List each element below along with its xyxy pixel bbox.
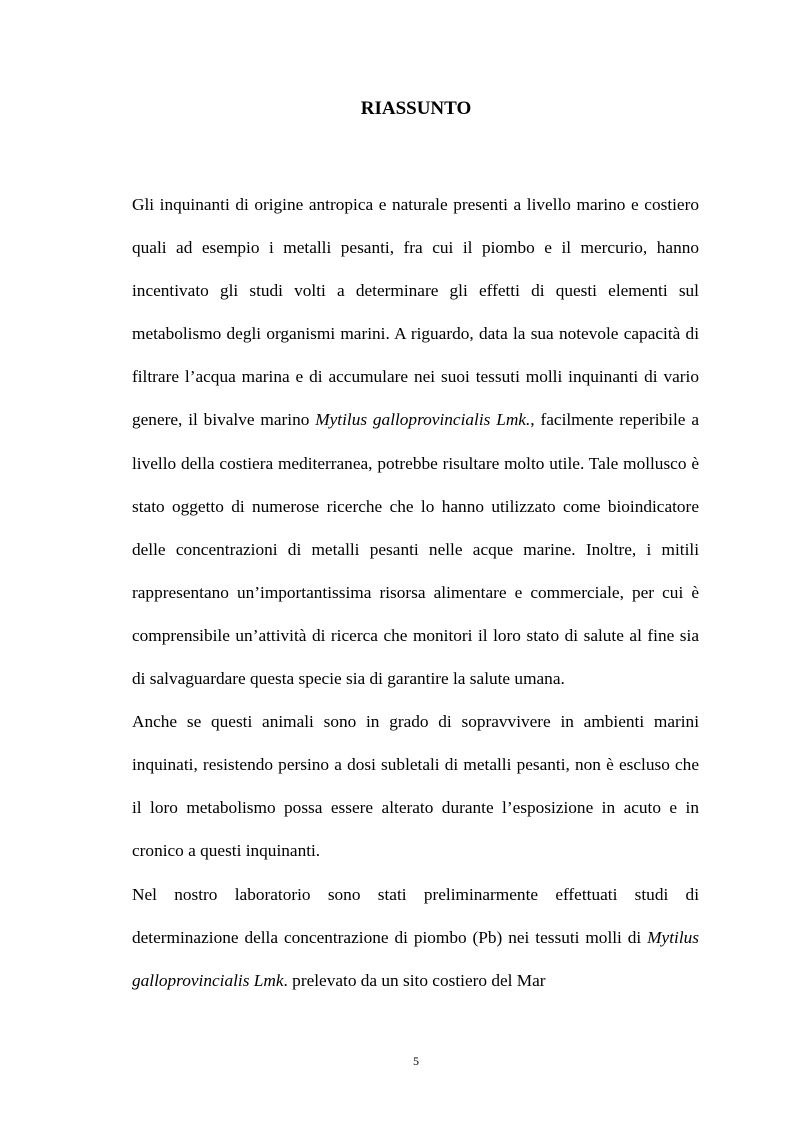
- document-body: [132, 183, 699, 1002]
- page-title: RIASSUNTO: [360, 98, 472, 119]
- paragraph-3-text-b: . prelevato da un sito costiero del Mar: [283, 970, 546, 990]
- paragraph-3-text-a: Nel nostro laboratorio sono stati preliminarmente effettuati studi di determinazione della concentrazione di piombo (Pb) nei tessuti molli di: [132, 884, 699, 947]
- paragraph-1-text-a: Gli inquinanti di origine antropica e naturale presenti a livello marino e costiero quali ad esempio i metalli pesanti, fra cui il piombo e il mercurio, hanno incentivato gli studi volti a determinare gli effetti di questi elementi sul metabolismo degli organismi marini. A riguardo, data la sua notevole capacità di filtrare l’acqua marina e di accumulare nei suoi tessuti molli inquinanti di vario genere, il bivalve marino: [132, 195, 699, 430]
- page-number: 5: [413, 1054, 419, 1068]
- paragraph-1-text-b: , facilmente reperibile a livello della costiera mediterranea, potrebbe risultare molto utile. Tale mollusco è stato oggetto di numerose ricerche che lo hanno utilizzato come bioindicatore delle concentrazioni di metalli pesanti nelle acque marine. Inoltre, i mitili rappresentano un’importantissima risorsa alimentare e commerciale, per cui è comprensibile un’attività di ricerca che monitori il loro stato di salute al fine sia di salvaguardare questa specie sia di garantire la salute umana.: [132, 410, 699, 689]
- paragraph-2: Anche se questi animali sono in grado di sopravvivere in ambienti marini inquinati, resistendo persino a dosi subletali di metalli pesanti, non è escluso che il loro metabolismo possa essere alterato durante l’esposizione in acuto e in cronico a questi inquinanti.: [132, 712, 699, 861]
- paragraph-3: [132, 873, 699, 1002]
- species-name: Mytilus galloprovincialis Lmk: [132, 927, 699, 990]
- species-name: Mytilus galloprovincialis Lmk.: [315, 410, 531, 430]
- paragraph-1: [132, 183, 699, 700]
